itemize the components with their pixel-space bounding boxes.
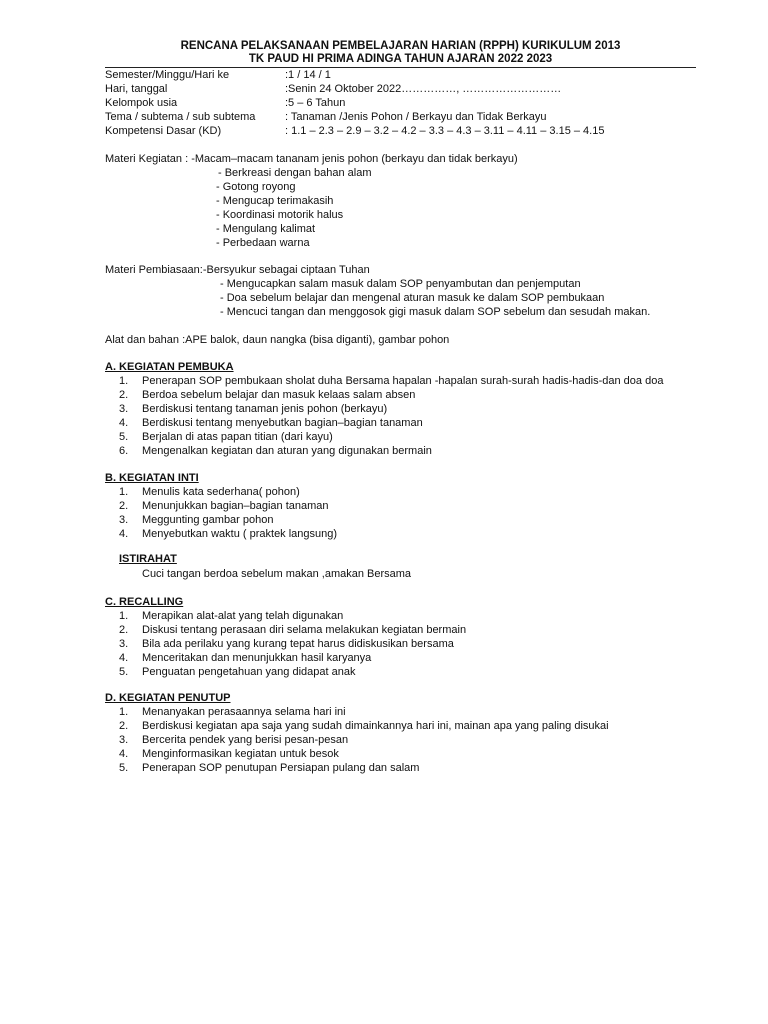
list-item-number: 3.: [119, 403, 129, 415]
list-item: Berjalan di atas papan titian (dari kayu): [142, 431, 333, 443]
list-item: Berdiskusi tentang menyebutkan bagian–bagian tanaman: [142, 417, 423, 429]
section-c-heading: C. RECALLING: [105, 596, 184, 608]
list-item: Berdiskusi kegiatan apa saja yang sudah dimainkannya hari ini, mainan apa yang paling disukai: [142, 720, 609, 732]
list-item: Menunjukkan bagian–bagian tanaman: [142, 500, 329, 512]
materi-kegiatan-item: - Mengulang kalimat: [216, 223, 316, 235]
list-item: Penerapan SOP pembukaan sholat duha Bersama hapalan -hapalan surah-surah hadis-hadis-dan doa doa: [142, 375, 664, 387]
section-d-heading: D. KEGIATAN PENUTUP: [105, 692, 231, 704]
info-value-theme: : Tanaman /Jenis Pohon / Berkayu dan Tidak Berkayu: [285, 111, 547, 123]
materi-pembiasaan-item: - Mengucapkan salam masuk dalam SOP penyambutan dan penjemputan: [220, 278, 581, 290]
info-value-age: :5 – 6 Tahun: [285, 97, 346, 109]
list-item-number: 1.: [119, 375, 129, 387]
list-item-number: 3.: [119, 638, 129, 650]
list-item: Menceritakan dan menunjukkan hasil karyanya: [142, 652, 372, 664]
info-value-date: :Senin 24 Oktober 2022……………, ………………………: [285, 83, 562, 95]
materi-kegiatan-item: - Berkreasi dengan bahan alam: [218, 167, 372, 179]
info-label-semester: Semester/Minggu/Hari ke: [105, 69, 230, 81]
list-item: Menginformasikan kegiatan untuk besok: [142, 748, 339, 760]
istirahat-heading: ISTIRAHAT: [119, 553, 177, 565]
materi-kegiatan-item: - Gotong royong: [216, 181, 296, 193]
materi-kegiatan-item: - Koordinasi motorik halus: [216, 209, 344, 221]
info-label-kd: Kompetensi Dasar (KD): [105, 125, 222, 137]
materi-kegiatan-item: - Mengucap terimakasih: [216, 195, 334, 207]
istirahat-text: Cuci tangan berdoa sebelum makan ,amakan Bersama: [142, 568, 412, 580]
list-item: Diskusi tentang perasaan diri selama melakukan kegiatan bermain: [142, 624, 467, 636]
list-item: Penerapan SOP penutupan Persiapan pulang dan salam: [142, 762, 420, 774]
list-item-number: 5.: [119, 666, 129, 678]
materi-kegiatan-item: - Perbedaan warna: [216, 237, 310, 249]
list-item-number: 5.: [119, 431, 129, 443]
list-item-number: 3.: [119, 734, 129, 746]
list-item: Penguatan pengetahuan yang didapat anak: [142, 666, 356, 678]
list-item: Merapikan alat-alat yang telah digunakan: [142, 610, 344, 622]
info-label-age: Kelompok usia: [105, 97, 178, 109]
section-b-heading: B. KEGIATAN INTI: [105, 472, 199, 484]
info-value-kd: : 1.1 – 2.3 – 2.9 – 3.2 – 4.2 – 3.3 – 4.3 – 3.11 – 4.11 – 3.15 – 4.15: [285, 125, 605, 137]
list-item-number: 3.: [119, 514, 129, 526]
section-a-heading: A. KEGIATAN PEMBUKA: [105, 361, 234, 373]
materi-pembiasaan-item: - Mencuci tangan dan menggosok gigi masuk dalam SOP sebelum dan sesudah makan.: [220, 306, 651, 318]
list-item-number: 1.: [119, 706, 129, 718]
document-title: RENCANA PELAKSANAAN PEMBELAJARAN HARIAN (RPPH) KURIKULUM 2013: [180, 40, 621, 52]
list-item-number: 2.: [119, 720, 129, 732]
list-item: Bercerita pendek yang berisi pesan-pesan: [142, 734, 349, 746]
list-item-number: 1.: [119, 486, 129, 498]
alat-bahan: Alat dan bahan :APE balok, daun nangka (bisa diganti), gambar pohon: [105, 334, 450, 346]
list-item: Mengenalkan kegiatan dan aturan yang digunakan bermain: [142, 445, 432, 457]
list-item: Berdoa sebelum belajar dan masuk kelaas salam absen: [142, 389, 416, 401]
list-item-number: 4.: [119, 748, 129, 760]
document-subtitle: TK PAUD HI PRIMA ADINGA TAHUN AJARAN 2022 2023: [248, 53, 553, 65]
list-item: Menanyakan perasaannya selama hari ini: [142, 706, 346, 718]
info-value-semester: :1 / 14 / 1: [285, 69, 331, 81]
list-item: Menulis kata sederhana( pohon): [142, 486, 300, 498]
list-item-number: 1.: [119, 610, 129, 622]
materi-pembiasaan-label: Materi Pembiasaan:-Bersyukur sebagai ciptaan Tuhan: [105, 264, 370, 276]
materi-pembiasaan-item: - Doa sebelum belajar dan mengenal aturan masuk ke dalam SOP pembukaan: [220, 292, 605, 304]
list-item: Menyebutkan waktu ( praktek langsung): [142, 528, 338, 540]
list-item-number: 2.: [119, 624, 129, 636]
list-item-number: 2.: [119, 389, 129, 401]
materi-kegiatan-label: Materi Kegiatan : -Macam–macam tananam jenis pohon (berkayu dan tidak berkayu): [105, 153, 518, 165]
info-label-theme: Tema / subtema / sub subtema: [105, 111, 256, 123]
list-item-number: 5.: [119, 762, 129, 774]
list-item-number: 2.: [119, 500, 129, 512]
list-item-number: 6.: [119, 445, 129, 457]
info-label-date: Hari, tanggal: [105, 83, 168, 95]
list-item: Bila ada perilaku yang kurang tepat harus didiskusikan bersama: [142, 638, 454, 650]
list-item: Berdiskusi tentang tanaman jenis pohon (berkayu): [142, 403, 388, 415]
list-item-number: 4.: [119, 417, 129, 429]
title-divider: [105, 67, 696, 68]
list-item: Meggunting gambar pohon: [142, 514, 274, 526]
list-item-number: 4.: [119, 528, 129, 540]
list-item-number: 4.: [119, 652, 129, 664]
